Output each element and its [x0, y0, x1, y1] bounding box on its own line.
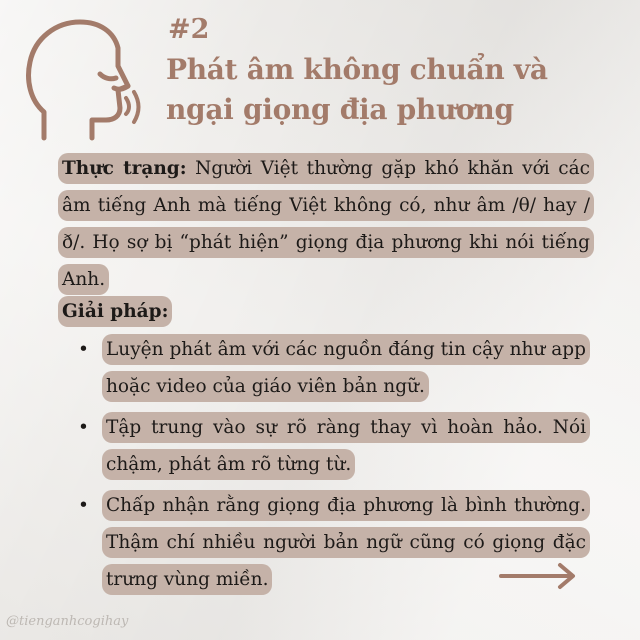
list-item-text: Luyện phát âm với các nguồn đáng tin cậy như app hoặc video của giáo viên bản ngữ. [102, 334, 590, 402]
title-line-1: Phát âm không chuẩn và [166, 53, 548, 86]
bullet-icon: • [78, 495, 89, 516]
next-arrow-icon[interactable] [498, 562, 578, 590]
list-item [76, 331, 590, 405]
list-item-text: Chấp nhận rằng giọng địa phương là bình thường. Thậm chí nhiều người bản ngữ cũng có giọng đặc trưng vùng miền. [102, 490, 590, 595]
slide-number: #2 [168, 14, 210, 45]
situation-paragraph [58, 153, 594, 295]
situation-label: Thực trạng: [62, 158, 187, 179]
solution-label: Giải pháp: [58, 296, 172, 327]
list-item [76, 409, 590, 483]
bullet-icon: • [78, 417, 89, 438]
bullet-icon: • [78, 339, 89, 360]
title-line-2: ngại giọng địa phương [166, 93, 514, 126]
solution-section [58, 293, 588, 330]
page-title [166, 50, 636, 130]
watermark: @tienganhcogihay [6, 614, 129, 629]
situation-text: Người Việt thường gặp khó khăn với các âm tiếng Anh mà tiếng Việt không có, như âm /θ/ hay /ð/. Họ sợ bị “phát hiện” giọng địa phương khi nói tiếng Anh. [62, 158, 590, 290]
speaking-head-icon [22, 12, 148, 144]
list-item-text: Tập trung vào sự rõ ràng thay vì hoàn hảo. Nói chậm, phát âm rõ từng từ. [102, 412, 590, 480]
situation-section [58, 150, 594, 298]
